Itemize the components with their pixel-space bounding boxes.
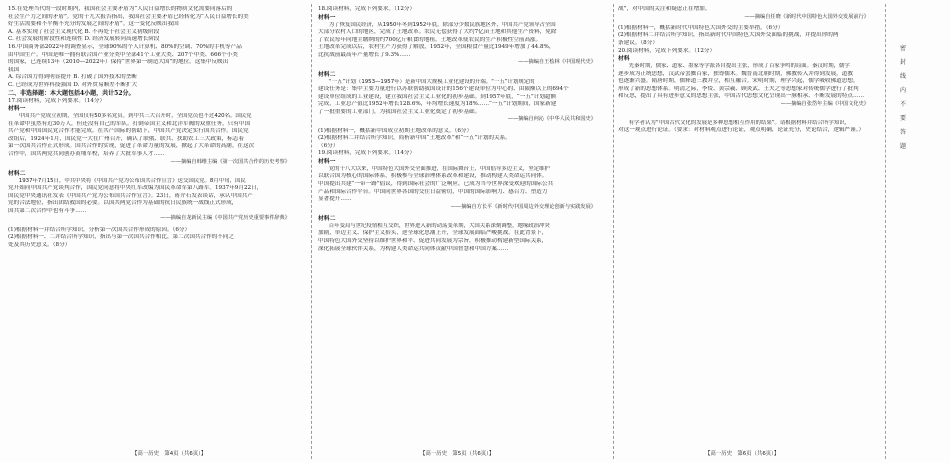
text-line: （6分） bbox=[318, 142, 339, 149]
text-line: (1)根据材料一，概括新中国成立初期土地改革的意义。（6分） bbox=[318, 127, 473, 134]
source-citation: ——摘编自张岱年主编《中国文化史》 bbox=[780, 100, 869, 107]
text-line: 显著提升…… bbox=[318, 196, 352, 203]
text-line: 产品和国际合作平台。中国同世界各国的交往日益密切，中国的国际影响力、感召力、塑造力 bbox=[318, 188, 548, 195]
text-line: 国共第二次合作中也有斗争…… bbox=[8, 207, 87, 214]
page-5-column bbox=[318, 6, 610, 441]
text-line: 党开始同中国共产党谈判合作，国民党同意将中央红军改编为国民革命军第八路军。1937年9月22日， bbox=[8, 185, 263, 192]
text-line: 在革命中虽然有近30万人，但还没有自己的军队。打倒帝国主义和北洋军阀的双重任务，只有中国 bbox=[8, 120, 251, 127]
text-line: 中国共产党成立初期，全国仅有50多名党员。到中共三大召开时，全国党员也不过420名。国民党 bbox=[8, 113, 252, 120]
page-6-column bbox=[618, 6, 883, 441]
source-citation: ——摘编自任晓《新时代中国特色大国外交发展前行》 bbox=[744, 13, 869, 20]
text-line: 由中国生产。中国是唯一拥有联合国产业分类中全部41个工业大类、207个中类、666个小类 bbox=[8, 51, 238, 58]
text-line: 党的十八大以来，中国特色大国外交全面推进，在国际舞台上，中国倡导多边主义，坚定维护 bbox=[318, 165, 550, 172]
binding-char: 题 bbox=[899, 143, 906, 150]
binding-char: 答 bbox=[899, 129, 906, 136]
material-heading: 材料 bbox=[618, 56, 630, 63]
text-line: 党的合法地位，指出团结救国的必要。以国共两党合作为基础的抗日民族统一战线正式形成， bbox=[8, 200, 238, 207]
binding-char: 线 bbox=[899, 73, 906, 80]
text-line: 处及其历史意义。（8分） bbox=[8, 241, 71, 248]
text-line: 建设任务是：集中主要力量进行以苏联帮助我国设计的156个建设单位为中心的、由限额以上的694个 bbox=[318, 85, 569, 92]
text-line: (2)根据材料二并结合所学知识，指出新时代中国特色大国外交面临的挑战，并提出你的两 bbox=[618, 32, 839, 39]
page-6-footer: 【高一历史 第6页（共6页）】 bbox=[705, 451, 780, 457]
text-line: 先秦时期，儒家、道家、墨家等学派各自提出主张，形成了百家争鸣的局面。秦汉时期，儒学 bbox=[618, 63, 850, 70]
text-line bbox=[618, 112, 883, 120]
text-line: 土地改革完成以后，农村生产力获得了解放，1952年，全国粮食产量比1949年增加了44.8%， bbox=[318, 44, 555, 51]
text-line: (1)根据材料一并结合所学知识，分析第一次国共合作形成的原因。（6分） bbox=[8, 226, 191, 233]
section-heading: 二、非选择题：本大题包括4小题，共计52分。 bbox=[8, 89, 135, 97]
text-line: 加剧，单边主义、保护主义抬头，逆全球化思潮上升，全球发展面临严峻挑战。在此背景下， bbox=[318, 230, 548, 237]
binding-char: 不 bbox=[899, 101, 906, 108]
binding-char: 封 bbox=[899, 59, 906, 66]
text-line: 中国特色大国外交坚持以维护世界和平、促进共同发展为宗旨，积极推动构建新型国际关系， bbox=[318, 237, 548, 244]
text-line: 了一批重要的工业部门，为我国社会主义工业化奠定了初步基础。 bbox=[318, 108, 481, 115]
text-line: 国民党中央通讯社发表《中国共产党为公布国共合作宣言》。23日，蒋介石发表谈话，承认中国共产 bbox=[8, 192, 253, 199]
source-citation: ——摘编自韩维主编《第一次国共合作的历史考察》 bbox=[170, 158, 290, 165]
material-heading: 材料二 bbox=[318, 215, 336, 222]
page-4-footer: 【高一历史 第4页（共6页）】 bbox=[132, 451, 207, 457]
text-line: (2)根据材料一、二并结合所学知识，指出与第一次国共合作相比，第二次国共合作的不同之 bbox=[8, 234, 235, 241]
material-heading: 材料二 bbox=[318, 71, 336, 78]
page-4-column bbox=[8, 6, 304, 441]
text-line: 逐步成为正统思想，汉武帝罢黜百家，独尊儒术。魏晋南北朝时期，佛教传入并得到发展，道教 bbox=[618, 70, 853, 77]
text-line: 建设单位组成的工业建设，建立我国社会主义工业化的初步基础。到1957年底，“一五”计划超额 bbox=[318, 93, 557, 100]
text-line: 比抗战前最高年产量增长了9.3%…… bbox=[318, 51, 411, 58]
text-line: 19.阅读材料，完成下列要求。（14分） bbox=[318, 150, 416, 157]
column-divider-left bbox=[311, 4, 312, 459]
text-line: (1)根据材料一，概括新时代中国特色大国外交的主要举措。（6分） bbox=[618, 24, 784, 31]
text-line: 好生活需要和不平衡不充分的发展之间的矛盾”。这一变化反映出我国 bbox=[8, 21, 179, 28]
text-line: 20.阅读材料，完成下列要求。（12分） bbox=[618, 47, 716, 54]
text-line: 有学者认为“中国古代文化的发展是多种思想相互作用的结果”。请根据材料并结合所学知识， bbox=[618, 119, 850, 126]
text-line: 形成了新的思想体系。明清之际，李贽、黄宗羲、顾炎武、王夫之等思想家对传统儒学进行了批判 bbox=[618, 85, 859, 92]
text-line: 我国 bbox=[8, 66, 20, 73]
text-line: (2)根据材料二并结合所学知识，简析新中国“土地改革”和“一五”计划的关系。 bbox=[318, 135, 511, 142]
text-line: 中国提出共建“一带一路”倡议，得到国际社会的广泛响应，已成为当今世界深受欢迎的国际公共 bbox=[318, 180, 554, 187]
text-line: 对这一观点进行论证。（要求：对材料观点进行论证，观点明确，论证充分，史论结合，逻辑严谨。） bbox=[618, 127, 865, 134]
text-line: 第一次国共合作正式形成。国共合作的实现，促进了革命力量的发展，掀起了大革命的高潮。在这次 bbox=[8, 143, 255, 150]
text-line: C. 已经成为世界科技强国 D. 对外贸易顺差不断扩大 bbox=[8, 81, 138, 88]
text-line: 大部分农村人口的地区，完成了土地改革。农民无偿获得了大约7亿亩土地和其他生产资料，免除 bbox=[318, 29, 557, 35]
text-line: 深化拓展全球伙伴关系，为构建人类命运共同体贡献中国智慧和中国方案…… bbox=[318, 245, 509, 252]
text-line: 15.在处理当代的一段时期内，我国社会主要矛盾为“人民日益增长的物质文化需要同落后的 bbox=[8, 6, 233, 12]
text-line: 以联合国为核心的国际体系，积极参与全球治理体系改革和建设，推动构建人类命运共同体。 bbox=[318, 173, 548, 180]
text-line: 战”，对中国的关注和疑虑正在增加。 bbox=[618, 6, 711, 12]
material-heading: 材料一 bbox=[318, 14, 336, 21]
text-line: 的国家，已连续13年（2010—2022年）保持“世界第一制造大国”的地位。这集中反映出 bbox=[8, 59, 229, 66]
text-line: 也逐渐兴盛。隋唐时期，儒释道三教并立，相互融合。宋明时期，理学兴起，儒学吸收佛道思想， bbox=[618, 78, 859, 85]
text-line: 条建议。（8分） bbox=[618, 39, 658, 46]
binding-char: 内 bbox=[899, 87, 906, 94]
text-line: 社会生产力之间的矛盾”。党的十九大报告指出，我国社会主要矛盾已经转化为“人民日益增长的美 bbox=[8, 13, 249, 20]
text-line: 共产党和中国国民党合作才能完成。在共产国际的帮助下，中国共产党决定实行国共合作。国民党 bbox=[8, 128, 249, 135]
source-citation: ——摘编自何沁《中华人民共和国史》 bbox=[507, 116, 596, 123]
binding-char: 密 bbox=[899, 45, 906, 52]
material-heading: 材料一 bbox=[318, 158, 336, 165]
text-line: A. 综合国力得到明显提升 B. 打破了国外技术的垄断 bbox=[8, 74, 137, 81]
text-line: A. 基本实现了社会主义现代化 B. 不再处于社会主义初级阶段 bbox=[8, 28, 160, 35]
text-line: 1937年7月15日，中共中央将《中国共产党为公布国共合作宣言》送交国民党。8月中旬，国民 bbox=[8, 177, 246, 184]
text-line: 了农民每年向地主缴纳的约700亿斤粮食的地租。土地改革使农民的生产积极性空前高涨。 bbox=[318, 36, 542, 43]
text-line: 为了恢复国民经济，从1950年冬到1952年底，除部分少数民族地区外，中国共产党领导占全国 bbox=[318, 21, 556, 28]
material-heading: 材料一 bbox=[8, 106, 26, 113]
text-line: 和反思，提出了具有进步意义的思想主张，中国古代思想文化呈现出一脉相承、不断发展的特点…… bbox=[618, 93, 865, 100]
text-line: 18.阅读材料，完成下列要求。（12分） bbox=[318, 6, 416, 12]
source-citation: ——摘编自王桧林《中国现代史》 bbox=[518, 59, 596, 66]
material-heading: 材料二 bbox=[8, 170, 26, 177]
text-line: 16.中国商务部2022年的调查显示，全球90%的个人计算机、80%的空调、70%的手机等产品 bbox=[8, 43, 242, 50]
source-citation: ——摘编自方长平《新时代中国周边外交理论创新与实践发展》 bbox=[450, 203, 596, 210]
text-line: 百年变局与世纪疫情相互交织，世界进入新的动荡变革期，大国关系深刻调整，地缘政治冲突 bbox=[318, 222, 550, 229]
column-divider-right bbox=[613, 4, 614, 459]
text-line: C. 社会发展的阶段性和连续性 D. 经济发展转向高速增长阶段 bbox=[8, 36, 160, 43]
source-citation: ——摘编自龙新民主编《中国共产党历史重要事件辞典》 bbox=[160, 215, 290, 222]
binding-strip-text bbox=[893, 42, 913, 154]
text-line: 合作中，国共两党共同创办黄埔军校，培养了大批军事人才…… bbox=[8, 150, 165, 157]
text-line: 改组后，1924年1月，国民党一大在广州召开，确认了联俄、联共、扶助农工三大政策，标志着 bbox=[8, 135, 244, 142]
text-line: 完成，工业总产值比1952年增长128.6%，年均增长速度为18%……“一五”计划期间，国家新建 bbox=[318, 101, 557, 108]
page-5-footer: 【高一历史 第5页（共6页）】 bbox=[420, 451, 495, 457]
text-line: 17.阅读材料，完成下列要求。（14分） bbox=[8, 97, 106, 104]
binding-char: 要 bbox=[899, 115, 906, 122]
text-line: “一五”计划（1953—1957年）是新中国大规模工业化建设的开端。“一五”计划规定的 bbox=[318, 78, 535, 85]
